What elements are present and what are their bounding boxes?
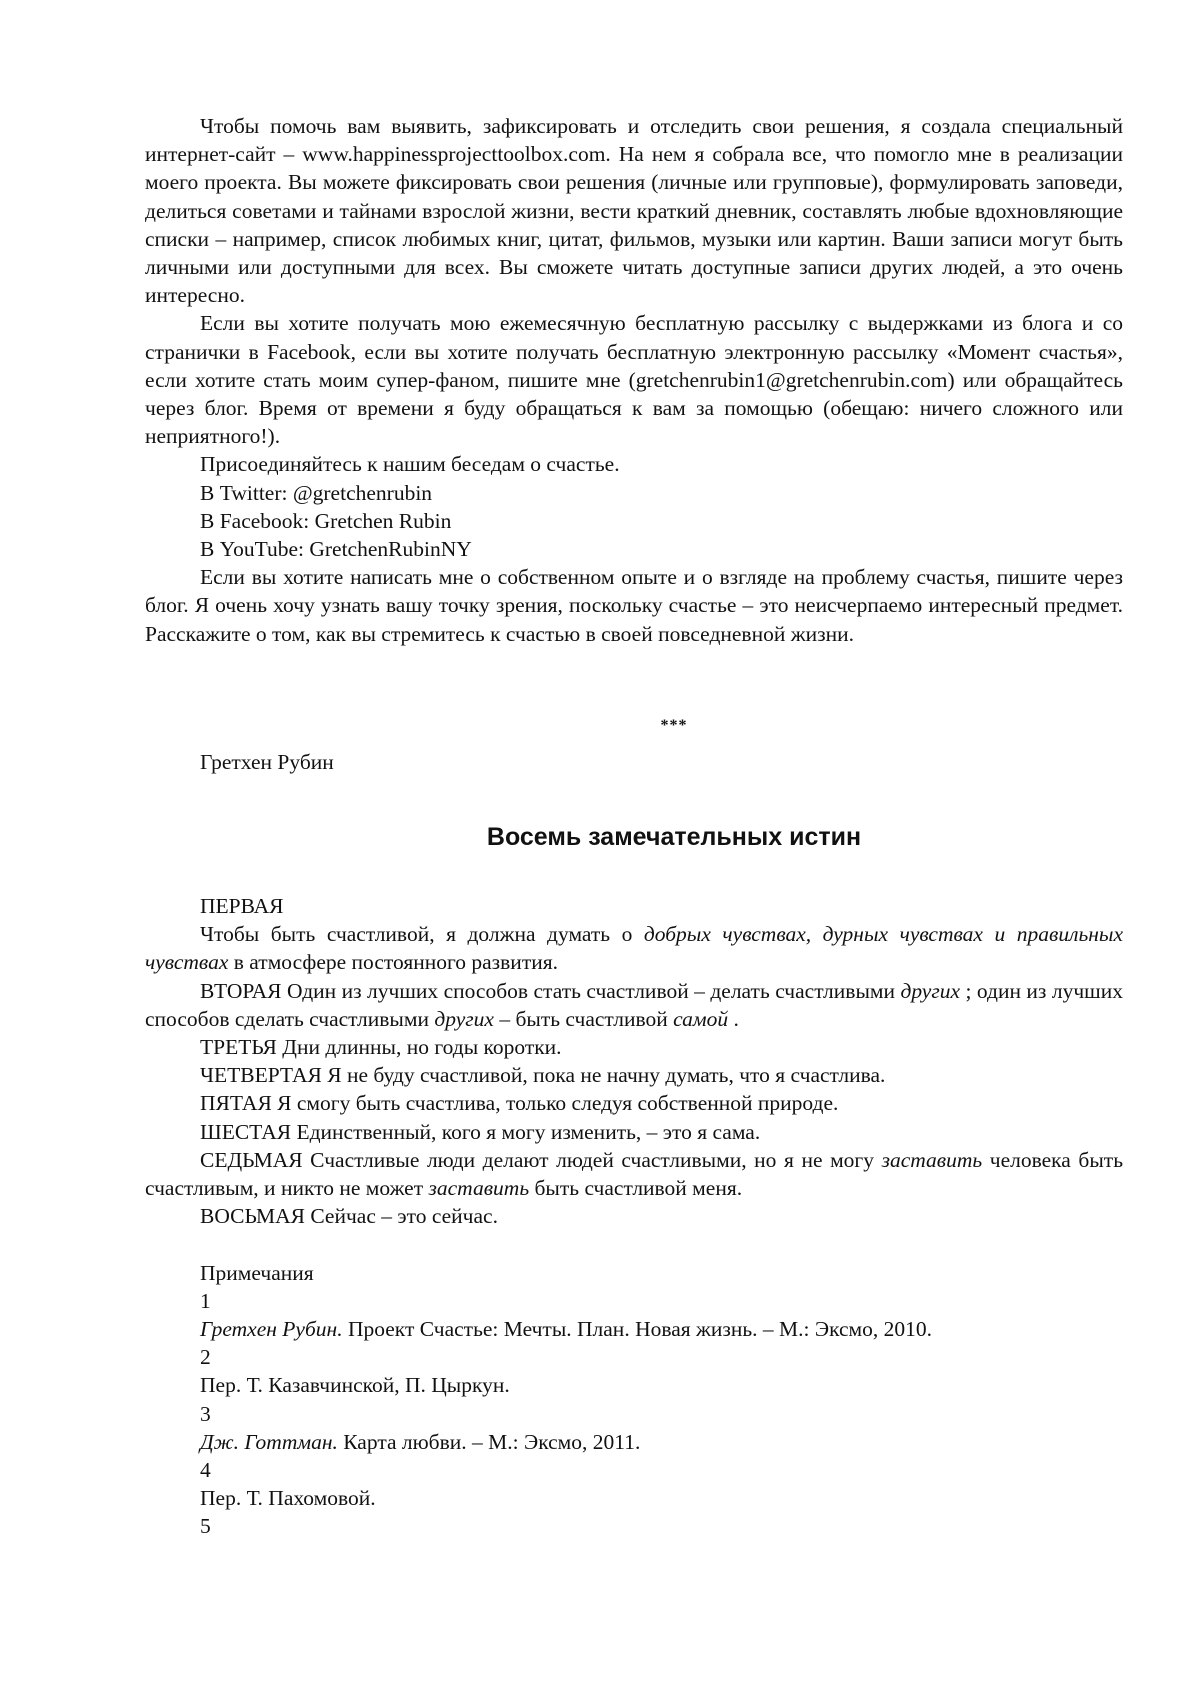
truth-sixth: ШЕСТАЯ Единственный, кого я могу изменить, – это я сама. bbox=[200, 1119, 761, 1144]
intro-paragraph-2: Если вы хотите получать мою ежемесячную бесплатную рассылку с выдержками из блога и со странички в Facebook, если вы хотите получать бесплатную электронную рассылку «Момент счастья», если хотите стать моим супер-фаном, пишите мне (gretchenrubin1@gretchenrubin.com) или обращайтесь через блог. Время от времени я буду обращаться к вам за помощью (обещаю: ничего сложного или неприятного!). bbox=[145, 311, 1123, 449]
truth-seventh: СЕДЬМАЯ Счастливые люди делают людей счастливыми, но я не могу заставить человека быть счастливым, и никто не может заставить быть счастливой меня. bbox=[145, 1147, 1123, 1201]
truth-first: Чтобы быть счастливой, я должна думать о добрых чувствах, дурных чувствах и правильных чувствах в атмосфере постоянного развития. bbox=[145, 922, 1123, 975]
note-text: Дж. Готтман. Карта любви. – М.: Эксмо, 2011. bbox=[200, 1429, 641, 1454]
note-number: 4 bbox=[200, 1457, 211, 1482]
truth-eighth: ВОСЬМАЯ Сейчас – это сейчас. bbox=[200, 1204, 498, 1229]
truth-third: ТРЕТЬЯ Дни длинны, но годы коротки. bbox=[200, 1035, 562, 1060]
section-title: Восемь замечательных истин bbox=[486, 823, 862, 852]
truth-fifth: ПЯТАЯ Я смогу быть счастлива, только следуя собственной природе. bbox=[200, 1091, 839, 1116]
truth-second: ВТОРАЯ Один из лучших способов стать счастливой – делать счастливыми других ; один из лучших способов сделать счастливыми других – быть счастливой самой . bbox=[145, 978, 1123, 1031]
intro-paragraph-3: Присоединяйтесь к нашим беседам о счастье. bbox=[200, 452, 620, 477]
note-text: Пер. Т. Казавчинской, П. Цыркун. bbox=[200, 1373, 510, 1398]
note-number: 3 bbox=[200, 1401, 211, 1426]
note-number: 5 bbox=[200, 1514, 211, 1539]
note-text: Гретхен Рубин. Проект Счастье: Мечты. План. Новая жизнь. – М.: Эксмо, 2010. bbox=[200, 1316, 933, 1341]
note-number: 1 bbox=[200, 1288, 211, 1313]
section-separator: *** bbox=[660, 716, 688, 734]
document-page bbox=[145, 112, 1123, 1541]
truth-fourth: ЧЕТВЕРТАЯ Я не буду счастливой, пока не начну думать, что я счастлива. bbox=[200, 1063, 886, 1088]
note-text: Пер. Т. Пахомовой. bbox=[200, 1486, 376, 1511]
intro-paragraph-4: Если вы хотите написать мне о собственном опыте и о взгляде на проблему счастья, пишите через блог. Я очень хочу узнать вашу точку зрения, поскольку счастье – это неисчерпаемо интересный предмет. Расскажите о том, как вы стремитесь к счастью в своей повседневной жизни. bbox=[145, 565, 1123, 646]
notes-heading: Примечания bbox=[200, 1260, 314, 1285]
facebook-line: В Facebook: Gretchen Rubin bbox=[200, 508, 452, 533]
truth-first-heading: ПЕРВАЯ bbox=[200, 894, 284, 919]
author-signature: Гретхен Рубин bbox=[200, 749, 334, 774]
notes-section bbox=[145, 1259, 1123, 1541]
youtube-line: В YouTube: GretchenRubinNY bbox=[200, 537, 472, 562]
twitter-line: В Twitter: @gretchenrubin bbox=[200, 480, 433, 505]
note-number: 2 bbox=[200, 1345, 211, 1370]
intro-paragraph-1: Чтобы помочь вам выявить, зафиксировать и отследить свои решения, я создала специальный интернет-сайт – www.happinessprojecttoolbox.com. На нем я собрала все, что помогло мне в реализации моего проекта. Вы можете фиксировать свои решения (личные или групповые), формулировать заповеди, делиться советами и тайнами взрослой жизни, вести краткий дневник, составлять любые вдохновляющие списки – например, список любимых книг, цитат, фильмов, музыки или картин. Ваши записи могут быть личными или доступными для всех. Вы сможете читать доступные записи других людей, а это очень интересно. bbox=[145, 114, 1123, 308]
